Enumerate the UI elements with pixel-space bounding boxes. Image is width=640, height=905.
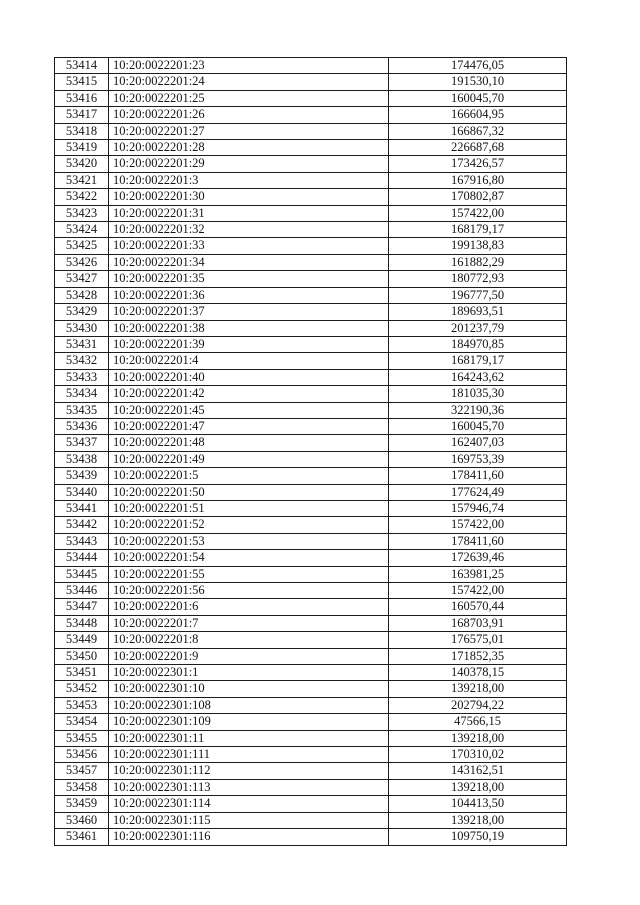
- value-cell: 161882,29: [389, 254, 567, 270]
- cadastral-number-cell: 10:20:0022201:42: [109, 386, 389, 402]
- table-row: [55, 336, 567, 352]
- cadastral-number-cell: 10:20:0022201:5: [109, 468, 389, 484]
- row-id-cell: 53446: [55, 583, 109, 599]
- table-row: [55, 484, 567, 500]
- row-id-cell: 53418: [55, 123, 109, 139]
- row-id-cell: 53445: [55, 566, 109, 582]
- table-row: [55, 681, 567, 697]
- row-id-cell: 53458: [55, 779, 109, 795]
- value-cell: 191530,10: [389, 74, 567, 90]
- cadastral-number-cell: 10:20:0022201:9: [109, 648, 389, 664]
- row-id-cell: 53441: [55, 500, 109, 516]
- value-cell: 139218,00: [389, 730, 567, 746]
- value-cell: 164243,62: [389, 369, 567, 385]
- row-id-cell: 53459: [55, 796, 109, 812]
- value-cell: 157422,00: [389, 205, 567, 221]
- value-cell: 174476,05: [389, 58, 567, 74]
- value-cell: 173426,57: [389, 156, 567, 172]
- row-id-cell: 53460: [55, 812, 109, 828]
- table-row: [55, 189, 567, 205]
- row-id-cell: 53439: [55, 468, 109, 484]
- table-row: [55, 730, 567, 746]
- value-cell: 167916,80: [389, 172, 567, 188]
- cadastral-number-cell: 10:20:0022201:52: [109, 517, 389, 533]
- cadastral-number-cell: 10:20:0022201:34: [109, 254, 389, 270]
- table-row: [55, 172, 567, 188]
- value-cell: 196777,50: [389, 287, 567, 303]
- value-cell: 180772,93: [389, 271, 567, 287]
- cadastral-number-cell: 10:20:0022301:111: [109, 747, 389, 763]
- row-id-cell: 53421: [55, 172, 109, 188]
- value-cell: 170310,02: [389, 747, 567, 763]
- value-cell: 140378,15: [389, 665, 567, 681]
- cadastral-number-cell: 10:20:0022201:50: [109, 484, 389, 500]
- row-id-cell: 53451: [55, 665, 109, 681]
- cadastral-number-cell: 10:20:0022201:35: [109, 271, 389, 287]
- row-id-cell: 53415: [55, 74, 109, 90]
- row-id-cell: 53424: [55, 222, 109, 238]
- row-id-cell: 53449: [55, 632, 109, 648]
- cadastral-number-cell: 10:20:0022201:36: [109, 287, 389, 303]
- value-cell: 189693,51: [389, 304, 567, 320]
- row-id-cell: 53417: [55, 107, 109, 123]
- cadastral-number-cell: 10:20:0022301:113: [109, 779, 389, 795]
- cadastral-values-table: [54, 57, 567, 846]
- value-cell: 139218,00: [389, 812, 567, 828]
- cadastral-number-cell: 10:20:0022201:54: [109, 550, 389, 566]
- table-row: [55, 796, 567, 812]
- value-cell: 169753,39: [389, 451, 567, 467]
- value-cell: 226687,68: [389, 140, 567, 156]
- row-id-cell: 53433: [55, 369, 109, 385]
- value-cell: 178411,60: [389, 533, 567, 549]
- value-cell: 199138,83: [389, 238, 567, 254]
- table-row: [55, 583, 567, 599]
- value-cell: 181035,30: [389, 386, 567, 402]
- row-id-cell: 53426: [55, 254, 109, 270]
- row-id-cell: 53457: [55, 763, 109, 779]
- row-id-cell: 53455: [55, 730, 109, 746]
- cadastral-number-cell: 10:20:0022201:45: [109, 402, 389, 418]
- row-id-cell: 53447: [55, 599, 109, 615]
- table-row: [55, 632, 567, 648]
- value-cell: 171852,35: [389, 648, 567, 664]
- cadastral-number-cell: 10:20:0022201:24: [109, 74, 389, 90]
- value-cell: 109750,19: [389, 829, 567, 845]
- cadastral-number-cell: 10:20:0022201:30: [109, 189, 389, 205]
- value-cell: 170802,87: [389, 189, 567, 205]
- value-cell: 172639,46: [389, 550, 567, 566]
- row-id-cell: 53423: [55, 205, 109, 221]
- table-row: [55, 763, 567, 779]
- cadastral-number-cell: 10:20:0022301:114: [109, 796, 389, 812]
- value-cell: 322190,36: [389, 402, 567, 418]
- row-id-cell: 53428: [55, 287, 109, 303]
- table-row: [55, 615, 567, 631]
- row-id-cell: 53438: [55, 451, 109, 467]
- value-cell: 176575,01: [389, 632, 567, 648]
- table-row: [55, 222, 567, 238]
- row-id-cell: 53434: [55, 386, 109, 402]
- cadastral-number-cell: 10:20:0022201:38: [109, 320, 389, 336]
- table-row: [55, 714, 567, 730]
- cadastral-number-cell: 10:20:0022201:40: [109, 369, 389, 385]
- cadastral-number-cell: 10:20:0022301:112: [109, 763, 389, 779]
- value-cell: 139218,00: [389, 681, 567, 697]
- value-cell: 184970,85: [389, 336, 567, 352]
- value-cell: 157422,00: [389, 583, 567, 599]
- cadastral-number-cell: 10:20:0022201:4: [109, 353, 389, 369]
- cadastral-number-cell: 10:20:0022201:6: [109, 599, 389, 615]
- table-row: [55, 829, 567, 845]
- table-row: [55, 205, 567, 221]
- table-row: [55, 320, 567, 336]
- row-id-cell: 53422: [55, 189, 109, 205]
- cadastral-number-cell: 10:20:0022301:108: [109, 697, 389, 713]
- table-row: [55, 123, 567, 139]
- table-row: [55, 418, 567, 434]
- cadastral-number-cell: 10:20:0022201:33: [109, 238, 389, 254]
- value-cell: 201237,79: [389, 320, 567, 336]
- table-row: [55, 386, 567, 402]
- table-row: [55, 353, 567, 369]
- table-row: [55, 779, 567, 795]
- row-id-cell: 53420: [55, 156, 109, 172]
- table-row: [55, 254, 567, 270]
- table-row: [55, 140, 567, 156]
- cadastral-number-cell: 10:20:0022201:56: [109, 583, 389, 599]
- row-id-cell: 53453: [55, 697, 109, 713]
- value-cell: 104413,50: [389, 796, 567, 812]
- cadastral-number-cell: 10:20:0022301:109: [109, 714, 389, 730]
- table-row: [55, 238, 567, 254]
- value-cell: 160045,70: [389, 90, 567, 106]
- row-id-cell: 53430: [55, 320, 109, 336]
- row-id-cell: 53448: [55, 615, 109, 631]
- cadastral-number-cell: 10:20:0022201:47: [109, 418, 389, 434]
- row-id-cell: 53454: [55, 714, 109, 730]
- value-cell: 47566,15: [389, 714, 567, 730]
- row-id-cell: 53431: [55, 336, 109, 352]
- value-cell: 139218,00: [389, 779, 567, 795]
- value-cell: 168179,17: [389, 222, 567, 238]
- cadastral-number-cell: 10:20:0022201:51: [109, 500, 389, 516]
- table-row: [55, 156, 567, 172]
- cadastral-number-cell: 10:20:0022201:37: [109, 304, 389, 320]
- value-cell: 160045,70: [389, 418, 567, 434]
- table-row: [55, 500, 567, 516]
- cadastral-number-cell: 10:20:0022201:31: [109, 205, 389, 221]
- table-row: [55, 74, 567, 90]
- value-cell: 168179,17: [389, 353, 567, 369]
- value-cell: 166604,95: [389, 107, 567, 123]
- table-row: [55, 599, 567, 615]
- row-id-cell: 53440: [55, 484, 109, 500]
- value-cell: 160570,44: [389, 599, 567, 615]
- value-cell: 163981,25: [389, 566, 567, 582]
- row-id-cell: 53437: [55, 435, 109, 451]
- cadastral-number-cell: 10:20:0022201:3: [109, 172, 389, 188]
- cadastral-number-cell: 10:20:0022201:49: [109, 451, 389, 467]
- value-cell: 168703,91: [389, 615, 567, 631]
- table-row: [55, 304, 567, 320]
- table-row: [55, 287, 567, 303]
- table-row: [55, 566, 567, 582]
- row-id-cell: 53435: [55, 402, 109, 418]
- table-row: [55, 451, 567, 467]
- row-id-cell: 53442: [55, 517, 109, 533]
- cadastral-number-cell: 10:20:0022201:23: [109, 58, 389, 74]
- cadastral-number-cell: 10:20:0022201:53: [109, 533, 389, 549]
- cadastral-number-cell: 10:20:0022301:115: [109, 812, 389, 828]
- row-id-cell: 53427: [55, 271, 109, 287]
- value-cell: 162407,03: [389, 435, 567, 451]
- row-id-cell: 53461: [55, 829, 109, 845]
- value-cell: 178411,60: [389, 468, 567, 484]
- value-cell: 166867,32: [389, 123, 567, 139]
- table-row: [55, 697, 567, 713]
- table-row: [55, 517, 567, 533]
- cadastral-number-cell: 10:20:0022201:8: [109, 632, 389, 648]
- row-id-cell: 53419: [55, 140, 109, 156]
- row-id-cell: 53456: [55, 747, 109, 763]
- table-row: [55, 648, 567, 664]
- table-row: [55, 747, 567, 763]
- table-row: [55, 271, 567, 287]
- value-cell: 177624,49: [389, 484, 567, 500]
- cadastral-number-cell: 10:20:0022301:11: [109, 730, 389, 746]
- table-row: [55, 533, 567, 549]
- cadastral-number-cell: 10:20:0022201:32: [109, 222, 389, 238]
- table-row: [55, 468, 567, 484]
- row-id-cell: 53416: [55, 90, 109, 106]
- row-id-cell: 53450: [55, 648, 109, 664]
- table-row: [55, 665, 567, 681]
- table-row: [55, 402, 567, 418]
- cadastral-number-cell: 10:20:0022201:55: [109, 566, 389, 582]
- cadastral-number-cell: 10:20:0022201:48: [109, 435, 389, 451]
- value-cell: 202794,22: [389, 697, 567, 713]
- row-id-cell: 53425: [55, 238, 109, 254]
- table-row: [55, 58, 567, 74]
- table-row: [55, 90, 567, 106]
- table-row: [55, 369, 567, 385]
- cadastral-number-cell: 10:20:0022301:10: [109, 681, 389, 697]
- value-cell: 157422,00: [389, 517, 567, 533]
- row-id-cell: 53443: [55, 533, 109, 549]
- cadastral-number-cell: 10:20:0022301:116: [109, 829, 389, 845]
- row-id-cell: 53432: [55, 353, 109, 369]
- table-row: [55, 812, 567, 828]
- table-row: [55, 435, 567, 451]
- value-cell: 143162,51: [389, 763, 567, 779]
- row-id-cell: 53444: [55, 550, 109, 566]
- cadastral-number-cell: 10:20:0022201:25: [109, 90, 389, 106]
- table-row: [55, 107, 567, 123]
- cadastral-number-cell: 10:20:0022201:7: [109, 615, 389, 631]
- row-id-cell: 53414: [55, 58, 109, 74]
- value-cell: 157946,74: [389, 500, 567, 516]
- cadastral-number-cell: 10:20:0022201:39: [109, 336, 389, 352]
- cadastral-number-cell: 10:20:0022201:29: [109, 156, 389, 172]
- table-body: [55, 58, 567, 846]
- cadastral-number-cell: 10:20:0022301:1: [109, 665, 389, 681]
- row-id-cell: 53436: [55, 418, 109, 434]
- table-row: [55, 550, 567, 566]
- cadastral-number-cell: 10:20:0022201:26: [109, 107, 389, 123]
- cadastral-number-cell: 10:20:0022201:28: [109, 140, 389, 156]
- row-id-cell: 53429: [55, 304, 109, 320]
- cadastral-number-cell: 10:20:0022201:27: [109, 123, 389, 139]
- row-id-cell: 53452: [55, 681, 109, 697]
